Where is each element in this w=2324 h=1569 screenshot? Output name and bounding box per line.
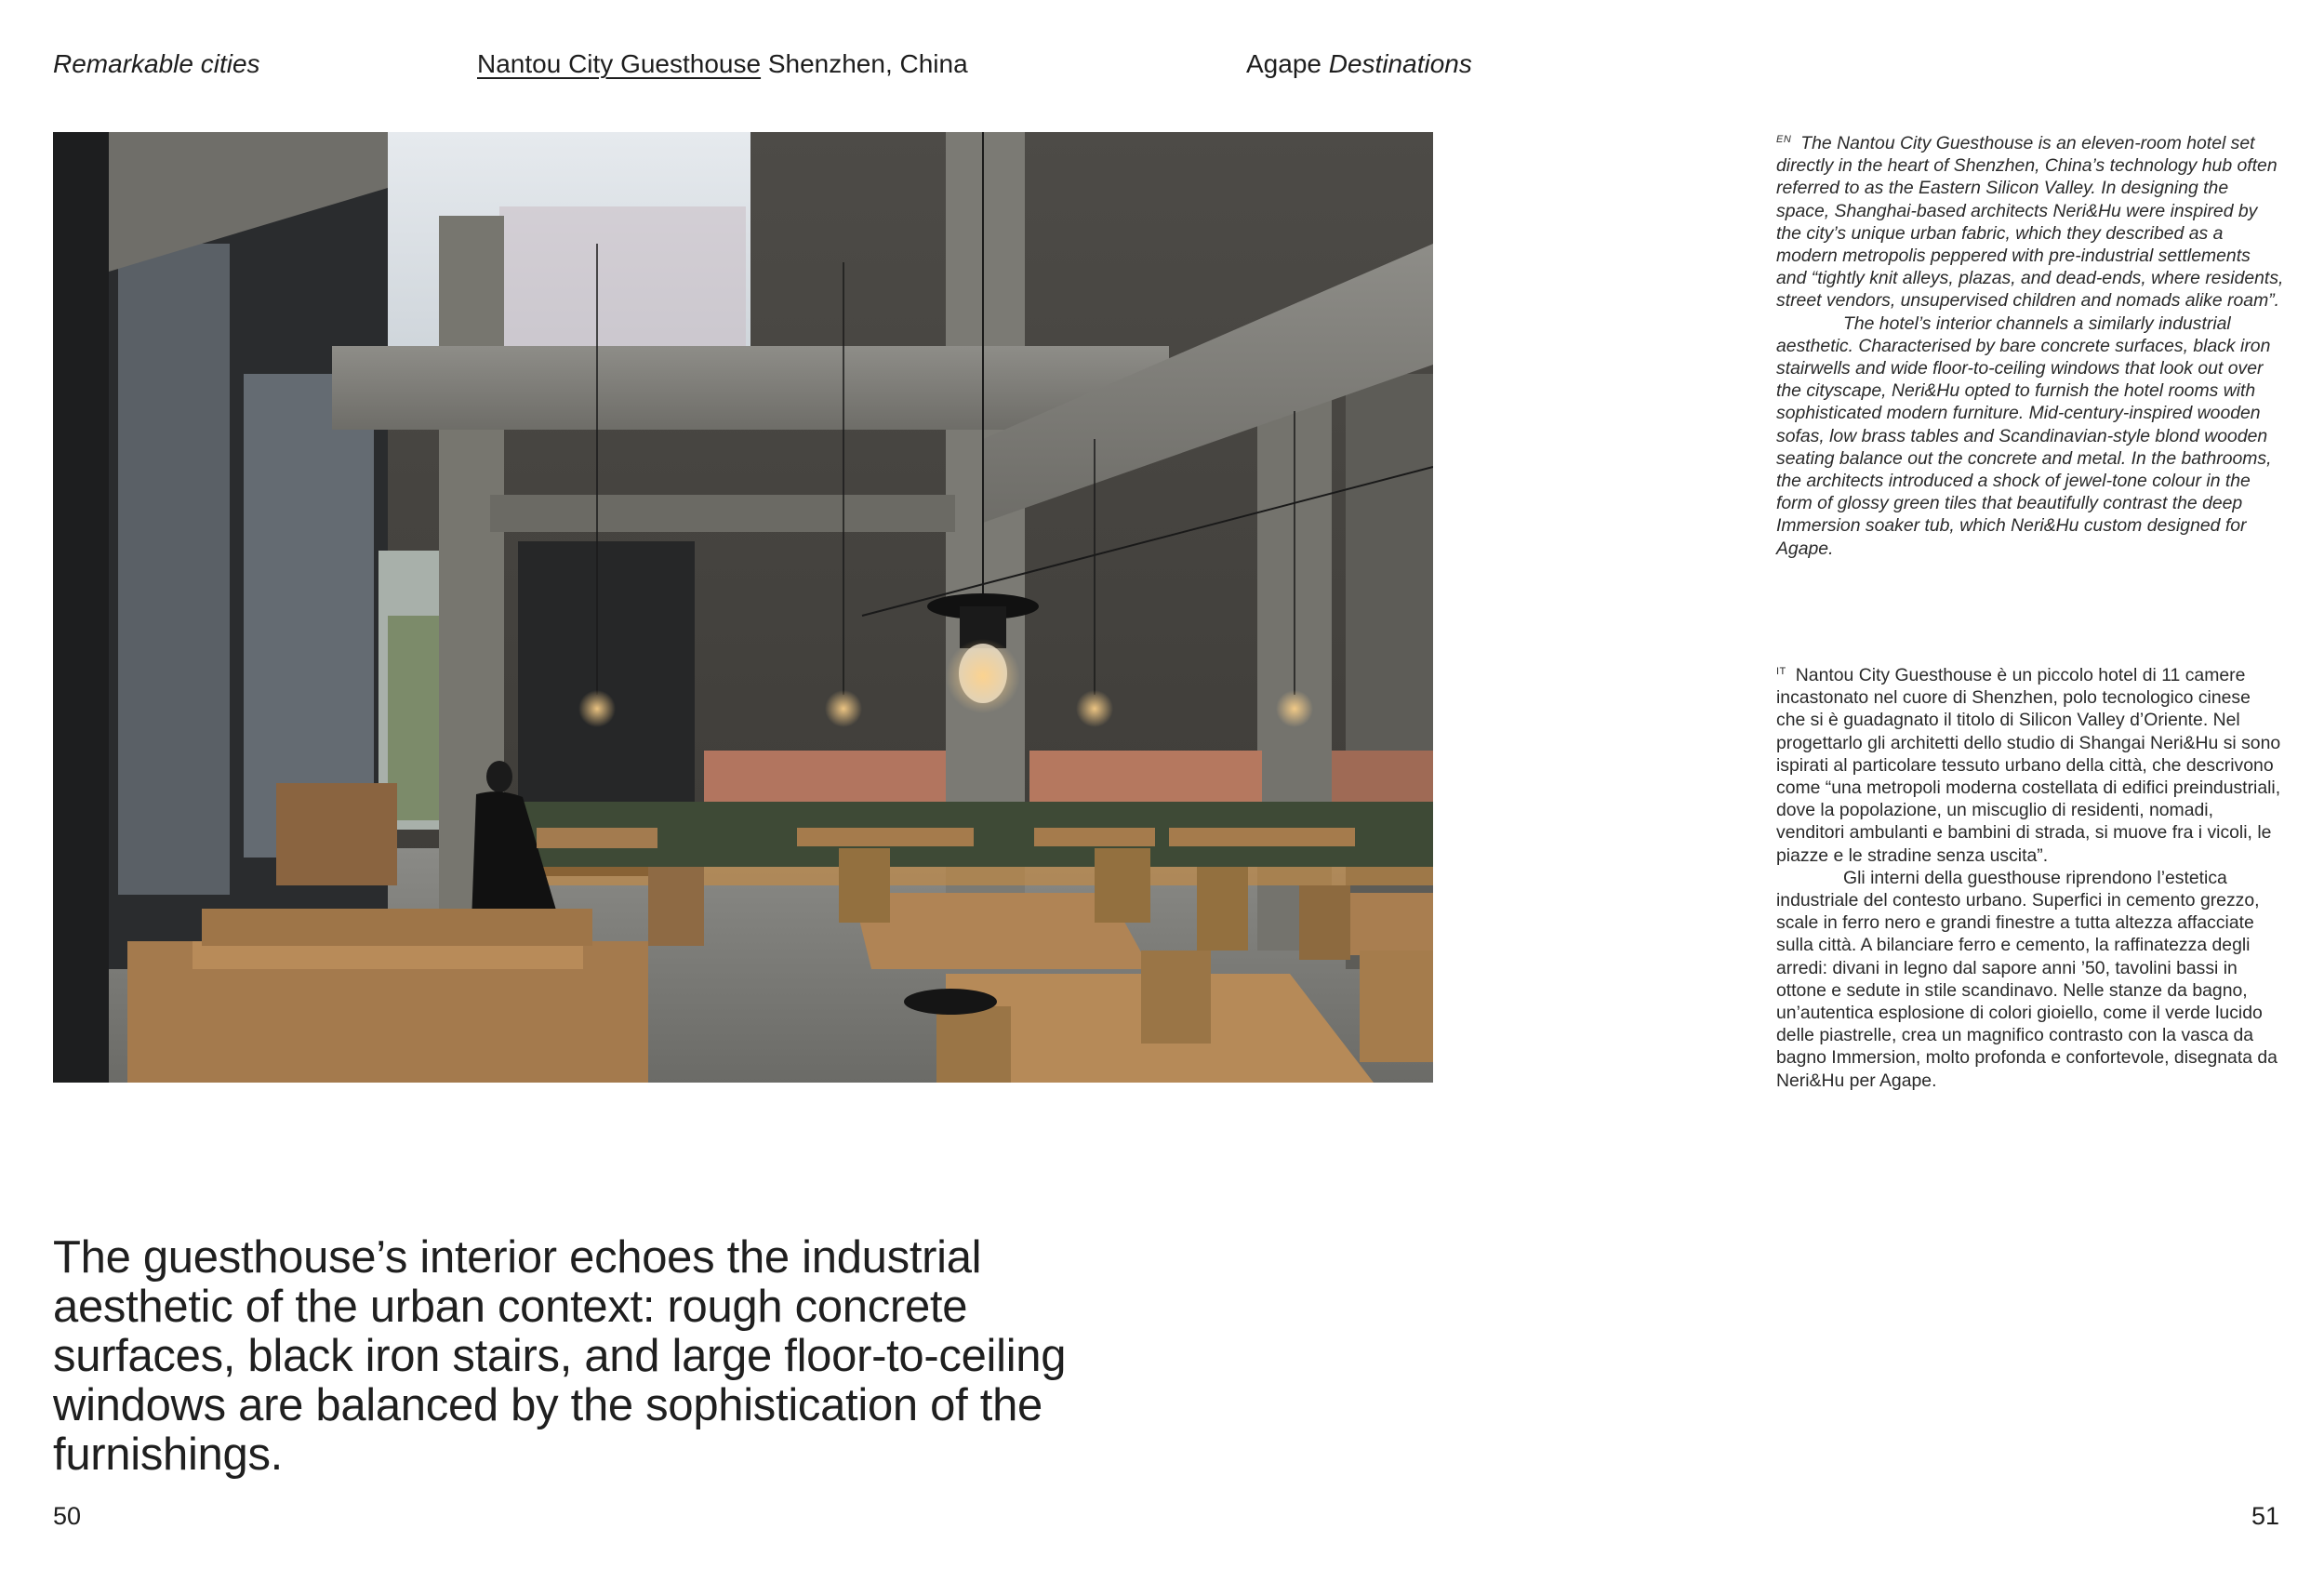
series-title xyxy=(1246,48,1472,80)
project-heading xyxy=(477,48,968,80)
brand-name: Agape xyxy=(1246,49,1321,78)
series-name: Destinations xyxy=(1328,49,1472,78)
project-name: Nantou City Guesthouse xyxy=(477,49,762,78)
section-title: Remarkable cities xyxy=(53,49,260,78)
italian-paragraph-1 xyxy=(1776,660,2284,867)
interior-illustration xyxy=(53,132,1433,1083)
english-paragraph-2: The hotel’s interior channels a similarly industrial aesthetic. Characterised by bare concrete surfaces, black iron stairwells and wide floor-to-ceiling windows that look out over the cityscape, Neri&Hu opted to furnish the hotel rooms with sophisticated modern furniture. Mid-century-inspired wooden sofas, low brass tables and Scandinavian-style blond wooden seating balance out the concrete and metal. In the bathrooms, the architects introduced a shock of jewel-tone colour in the form of glossy green tiles that beautifully contrast the deep Immersion soaker tub, which Neri&Hu custom designed for Agape. xyxy=(1776,312,2272,559)
interior-photo xyxy=(53,132,1433,1083)
italian-paragraph-1-text: Nantou City Guesthouse è un piccolo hotel di 11 camere incastonato nel cuore di Shenzhen, polo tecnologico cinese che si è guadagnato il titolo di Silicon Valley d’Oriente. Nel progettarlo gli architetti dello studio di Shangai Neri&Hu si sono ispirati al particolare tessuto urbano della città, che descrivono come “una metropoli moderna costellata di edifici preindustriali, dove la popolazione, un miscuglio di residenti, nomadi, venditori ambulanti e bambini di strada, si muove fra i vicoli, le piazze e le stradine senza uscita”. xyxy=(1776,665,2281,866)
english-paragraph-1 xyxy=(1776,128,2284,312)
lang-tag-en: EN xyxy=(1776,134,1792,145)
project-location: Shenzhen, China xyxy=(767,49,968,78)
page-number-left: 50 xyxy=(53,1502,82,1530)
lang-tag-it: IT xyxy=(1776,666,1786,677)
english-paragraph-1-text: The Nantou City Guesthouse is an eleven-room hotel set directly in the heart of Shenzhen, China’s technology hub often referred to as the Eastern Silicon Valley. In designing the space, Shanghai-based architects Neri&Hu were inspired by the city’s unique urban fabric, which they described as a modern metropolis peppered with pre-industrial settlements and “tightly knit alleys, plazas, and dead-ends, where residents, street vendors, unsupervised children and nomads alike roam”. xyxy=(1776,133,2284,312)
italian-paragraph-2: Gli interni della guesthouse riprendono l’estetica industriale del contesto urbano. Superfici in cemento grezzo, scale in ferro nero e grandi finestre a tutta altezza affacciate sulla città. A bilanciare ferro e cemento, la raffinatezza degli arredi: divani in legno dal sapore anni ’50, tavolini bassi in ottone e sedute in stile scandinavo. Nelle stanze da bagno, un’autentica esplosione di colori gioiello, come il verde lucido delle piastrelle, crea un magnifico contrasto con la vasca da bagno Immersion, molto profonda e confortevole, disegnata da Neri&Hu per Agape. xyxy=(1776,867,2278,1091)
english-body xyxy=(1776,128,2284,560)
page-number-right: 51 xyxy=(2251,1502,2280,1530)
pull-quote: The guesthouse’s interior echoes the industrial aesthetic of the urban context: rough concrete surfaces, black iron stairs, and large floor-to-ceiling windows are balanced by the sophistication of the furnishings. xyxy=(53,1232,1067,1480)
italian-body xyxy=(1776,660,2284,1092)
